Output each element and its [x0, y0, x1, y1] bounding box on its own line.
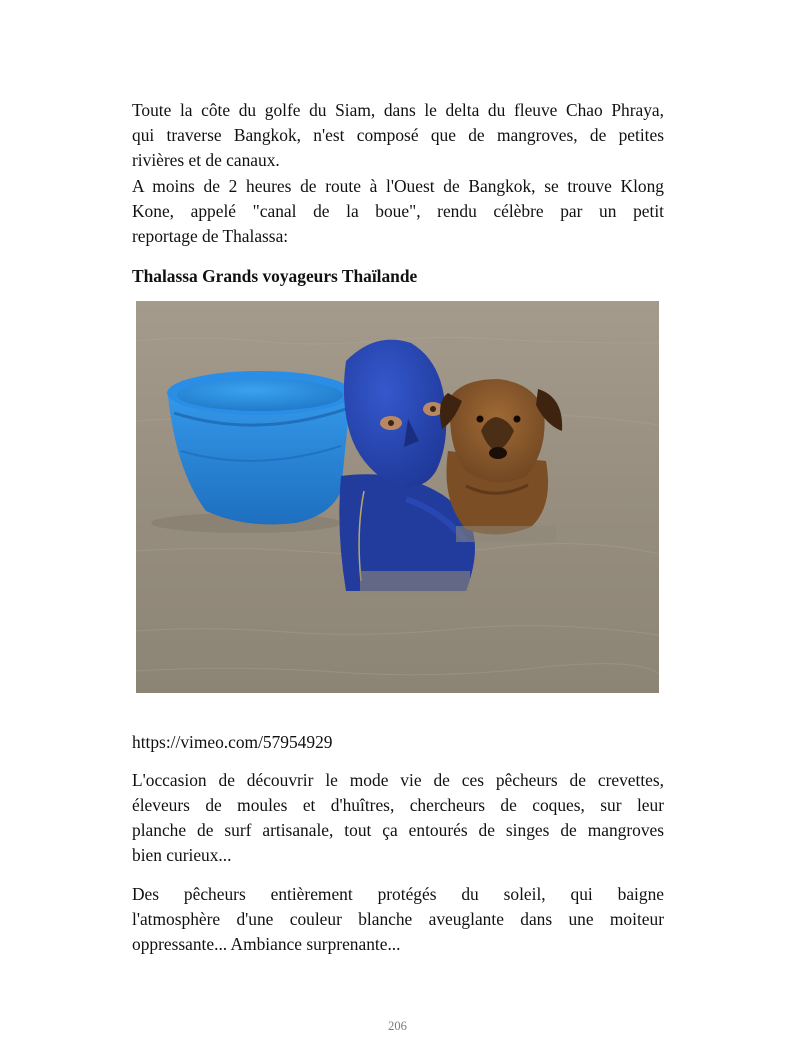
paragraph-line: A moins de 2 heures de route à l'Ouest de Bangkok, se trouve Klong	[132, 176, 664, 196]
paragraph-mangroves	[132, 98, 664, 173]
paragraph-klong-kone	[132, 174, 664, 249]
paragraph-line: rivières et de canaux.	[132, 150, 280, 170]
paragraph-line: bien curieux...	[132, 845, 232, 865]
paragraph-line: reportage de Thalassa:	[132, 226, 289, 246]
paragraph-line: L'occasion de découvrir le mode vie de ces pêcheurs de crevettes,	[132, 770, 664, 790]
paragraph-line: oppressante... Ambiance surprenante...	[132, 934, 401, 954]
photo-fisherman-and-dog	[136, 301, 659, 693]
paragraph-line: qui traverse Bangkok, n'est composé que de mangroves, de petites	[132, 125, 664, 145]
paragraph-line: Des pêcheurs entièrement protégés du soleil, qui baigne	[132, 884, 664, 904]
vimeo-link[interactable]: https://vimeo.com/57954929	[132, 732, 333, 752]
paragraph-line: Toute la côte du golfe du Siam, dans le delta du fleuve Chao Phraya,	[132, 100, 664, 120]
paragraph-atmosphere	[132, 882, 664, 957]
section-heading: Thalassa Grands voyageurs Thaïlande	[132, 266, 418, 286]
paragraph-line: Kone, appelé "canal de la boue", rendu célèbre par un petit	[132, 201, 664, 221]
page-number: 206	[388, 1019, 407, 1033]
paragraph-fishermen-life	[132, 768, 664, 868]
paragraph-line: éleveurs de moules et d'huîtres, chercheurs de coques, sur leur	[132, 795, 664, 815]
paragraph-line: l'atmosphère d'une couleur blanche aveuglante dans une moiteur	[132, 909, 664, 929]
paragraph-line: planche de surf artisanale, tout ça entourés de singes de mangroves	[132, 820, 664, 840]
